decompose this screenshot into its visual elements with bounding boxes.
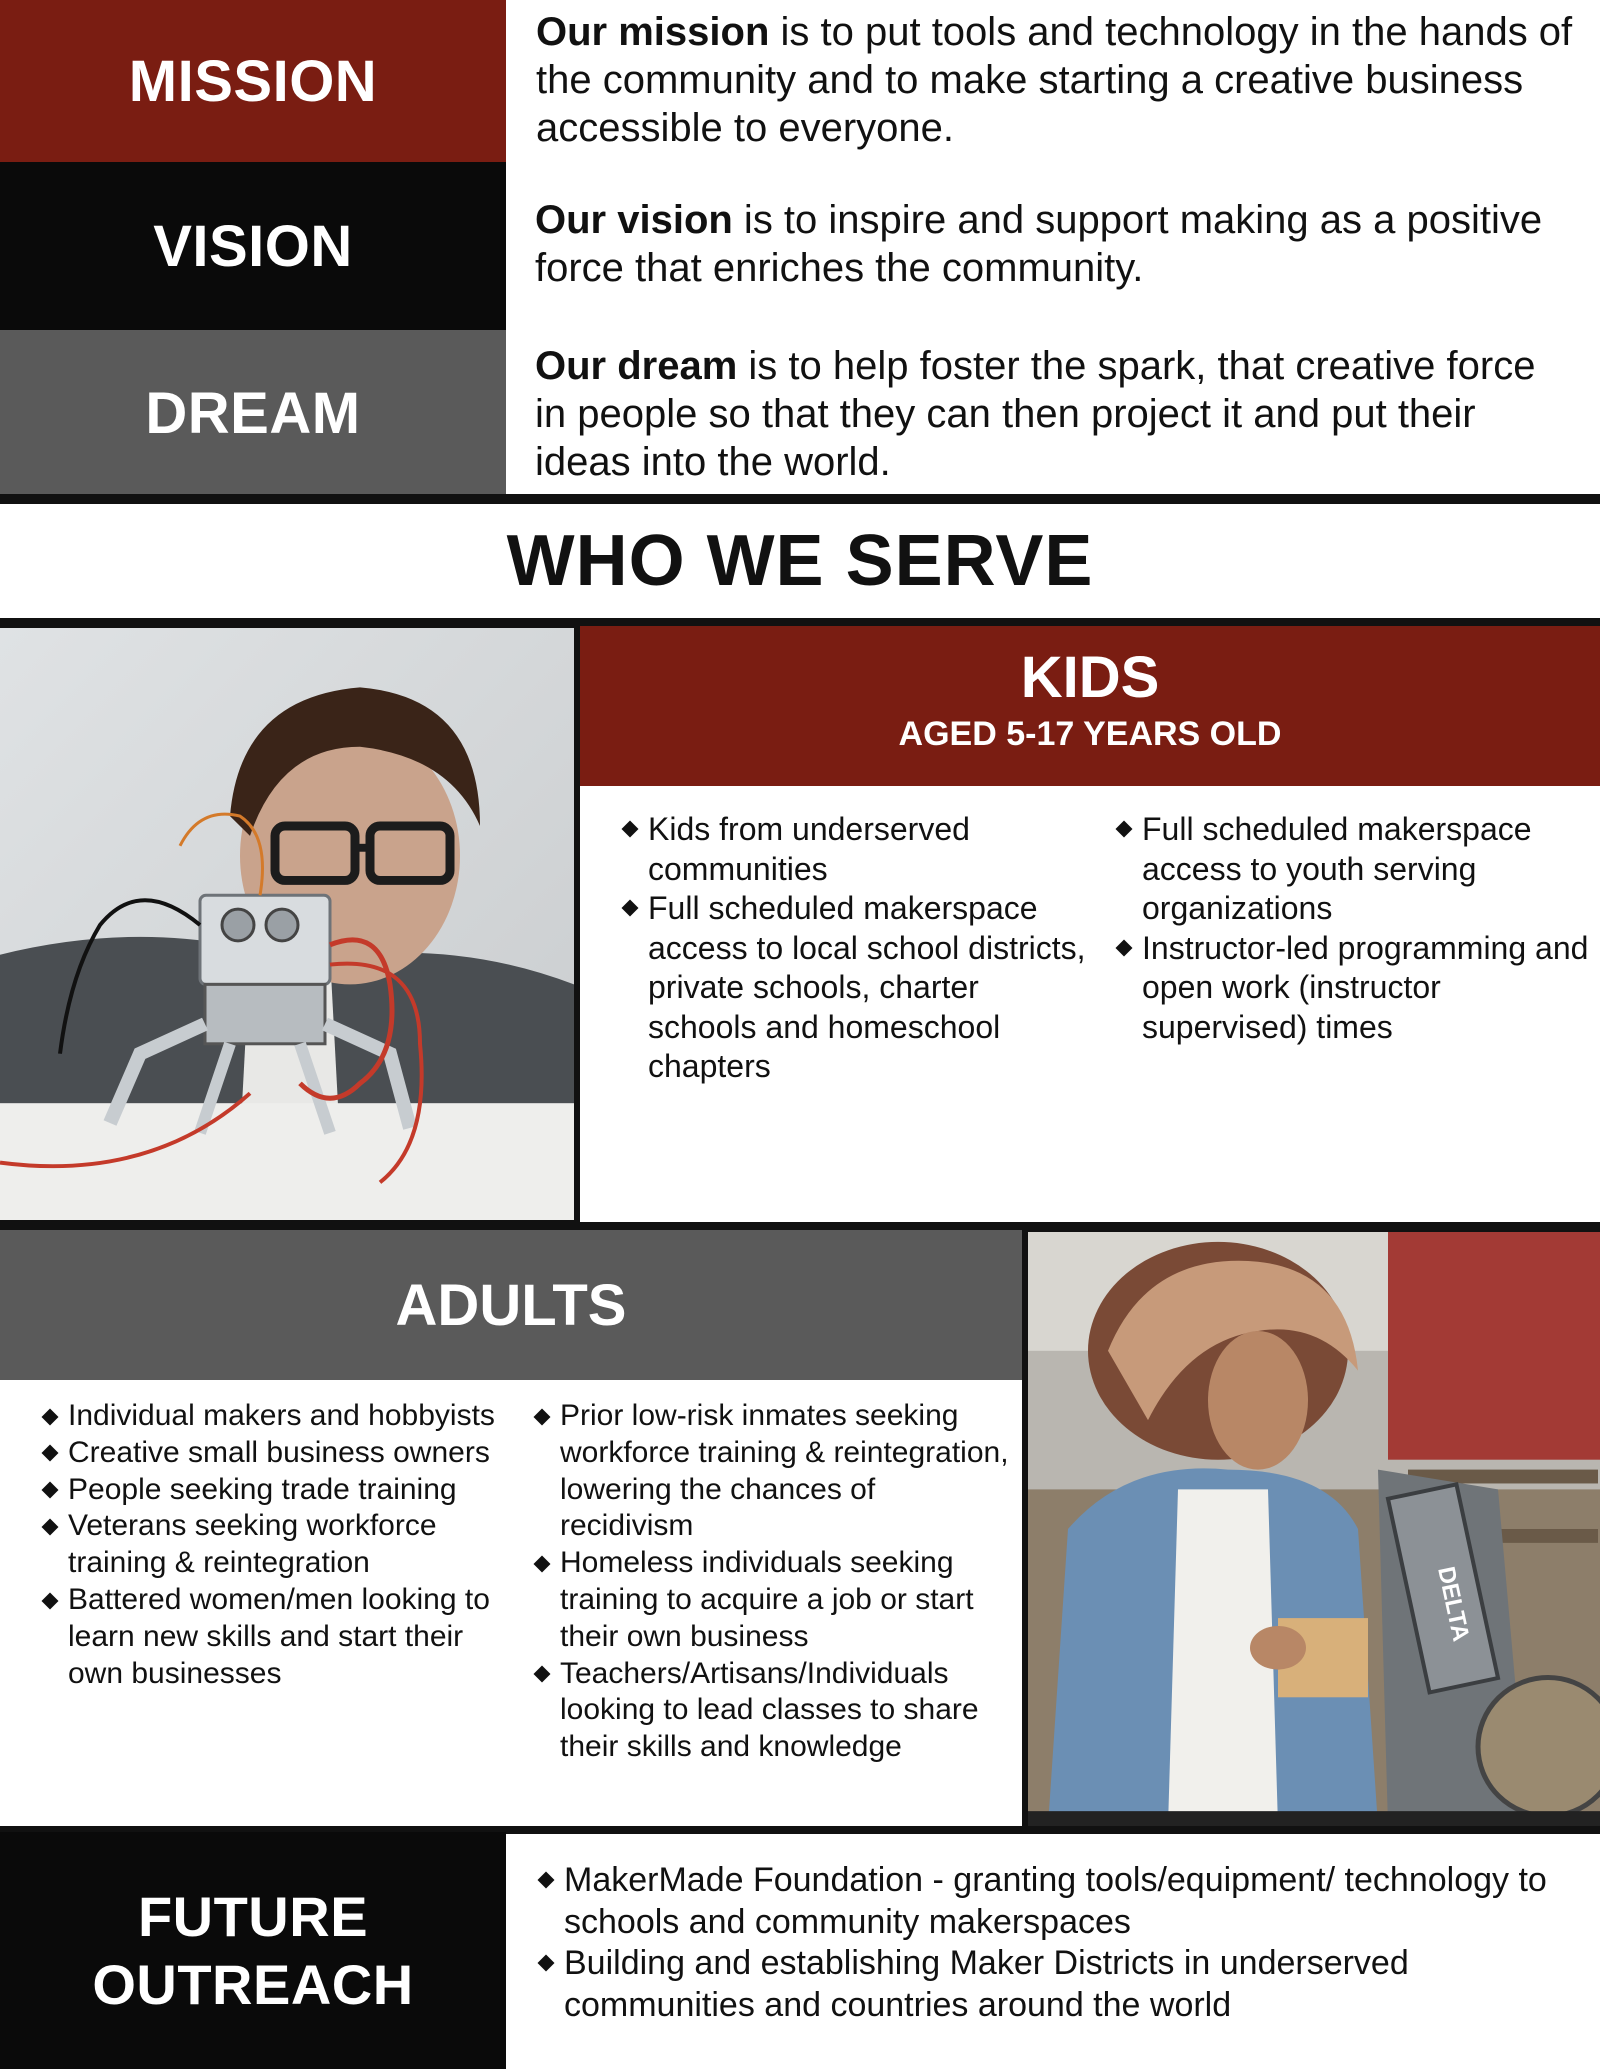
vision-label: VISION: [153, 213, 353, 279]
dream-lead: Our dream: [535, 344, 738, 388]
list-item: Homeless individuals seeking training to acquire a job or start their own business: [532, 1545, 1012, 1655]
dream-statement: [535, 342, 1575, 486]
adults-list-left: [40, 1398, 510, 1692]
list-item: Creative small business owners: [40, 1435, 510, 1472]
list-item: Full scheduled makerspace access to local school districts, private schools, charter schools and homeschool chapters: [620, 889, 1090, 1087]
outreach-list: [536, 1860, 1576, 2026]
who-we-serve-title: WHO WE SERVE: [506, 521, 1094, 601]
diamond-bullet-icon: [538, 1872, 555, 1889]
mission-label-block: [0, 0, 506, 162]
mission-lead: Our mission: [536, 10, 770, 54]
vision-statement: [535, 196, 1575, 292]
diamond-bullet-icon: [534, 1555, 551, 1572]
list-item: People seeking trade training: [40, 1472, 510, 1509]
outreach-label-line1: FUTURE: [137, 1884, 369, 1948]
list-item: Teachers/Artisans/Individuals looking to lead classes to share their skills and knowledge: [532, 1656, 1012, 1766]
dream-label: DREAM: [145, 380, 361, 446]
list-item: Instructor-led programming and open work (instructor supervised) times: [1114, 929, 1594, 1048]
kids-photo: [0, 622, 580, 1226]
list-item: Kids from underserved communities: [620, 810, 1090, 889]
mission-statement: [536, 8, 1576, 152]
diamond-bullet-icon: [534, 1408, 551, 1425]
diamond-bullet-icon: [622, 900, 639, 917]
list-item: MakerMade Foundation - granting tools/equipment/ technology to schools and community makerspaces: [536, 1860, 1576, 1943]
mission-label: MISSION: [128, 48, 378, 114]
kids-title: KIDS: [1020, 645, 1160, 710]
kid-robot-illustration: [0, 628, 574, 1220]
list-item: Full scheduled makerspace access to youth serving organizations: [1114, 810, 1594, 929]
diamond-bullet-icon: [622, 821, 639, 838]
dream-label-block: [0, 330, 506, 496]
diamond-bullet-icon: [42, 1445, 59, 1462]
kids-list-left: [620, 810, 1090, 1087]
machine-label: DELTA: [1432, 1564, 1475, 1644]
adults-photo: [1022, 1226, 1600, 1832]
list-item: Individual makers and hobbyists: [40, 1398, 510, 1435]
vision-lead: Our vision: [535, 198, 733, 242]
list-item: Veterans seeking workforce training & reintegration: [40, 1508, 510, 1582]
outreach-label-line2: OUTREACH: [92, 1952, 414, 2016]
divider-top: [0, 494, 1600, 504]
adults-list-right: [532, 1398, 1012, 1766]
diamond-bullet-icon: [1116, 939, 1133, 956]
diamond-bullet-icon: [42, 1408, 59, 1425]
diamond-bullet-icon: [42, 1482, 59, 1499]
kids-header: [580, 626, 1600, 786]
dream-text: is to help foster the spark, that creative force in people so that they can then project it and put their ideas into the world.: [535, 344, 1536, 484]
kids-list-right: [1114, 810, 1594, 1047]
outreach-label-block: [0, 1832, 506, 2069]
adults-header: [0, 1230, 1022, 1380]
adults-title: ADULTS: [395, 1272, 627, 1338]
list-item: Battered women/men looking to learn new skills and start their own businesses: [40, 1582, 510, 1692]
mission-text: is to put tools and technology in the hands of the community and to make starting a creative business accessible to everyone.: [536, 10, 1573, 150]
vision-text: is to inspire and support making as a positive force that enriches the community.: [535, 198, 1543, 290]
kids-subtitle: AGED 5-17 YEARS OLD: [898, 715, 1282, 753]
list-item: Prior low-risk inmates seeking workforce training & reintegration, lowering the chances of recidivism: [532, 1398, 1012, 1545]
list-item: Building and establishing Maker Districts in underserved communities and countries around the world: [536, 1943, 1576, 2026]
maker-woman-illustration: [1028, 1232, 1600, 1826]
diamond-bullet-icon: [1116, 821, 1133, 838]
vision-label-block: [0, 162, 506, 330]
diamond-bullet-icon: [42, 1592, 59, 1609]
diamond-bullet-icon: [42, 1518, 59, 1535]
diamond-bullet-icon: [538, 1955, 555, 1972]
diamond-bullet-icon: [534, 1666, 551, 1683]
